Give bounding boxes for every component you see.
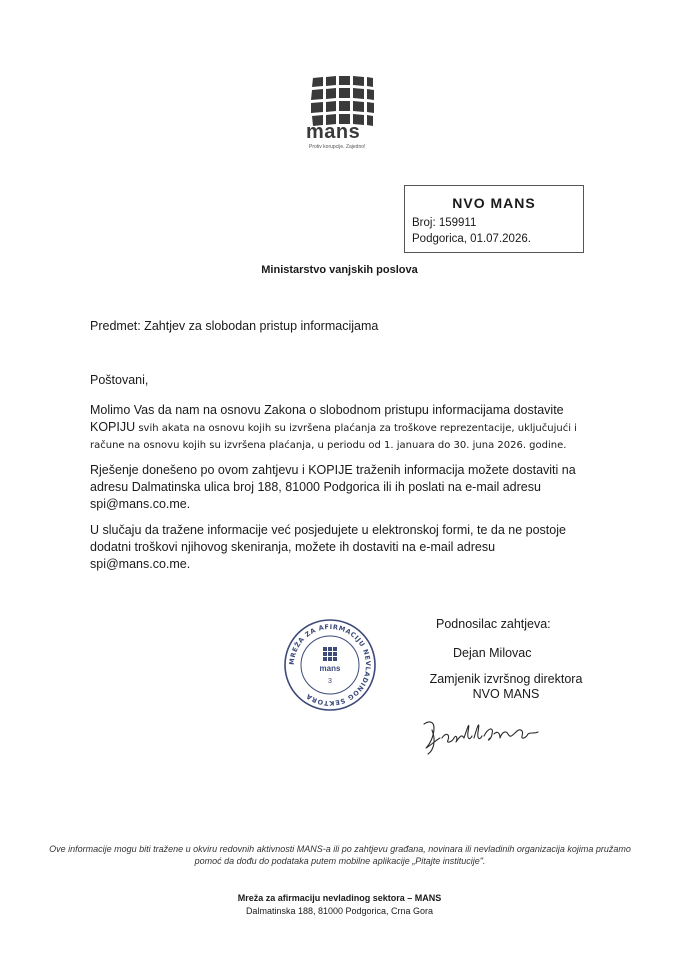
logo-tagline: Protiv korupcije. Zajedno! xyxy=(309,144,366,150)
paragraph-request xyxy=(90,402,580,454)
signature-label: Podnosilac zahtjeva: xyxy=(436,617,551,631)
paragraph-request-line3: račune na osnovu kojih su izvršena plaćanja, u periodu od 1. januara do 30. juna 2026. godine. xyxy=(90,440,567,451)
stamp-center-text: mans xyxy=(319,664,341,673)
signatory-role-line2: NVO MANS xyxy=(472,687,540,701)
kopiju-word: KOPIJU xyxy=(90,420,136,434)
subject-line: Predmet: Zahtjev za slobodan pristup informacijama xyxy=(90,319,379,333)
paragraph-request-line2 xyxy=(90,419,580,437)
signatory-role xyxy=(426,672,586,702)
reference-box xyxy=(404,185,584,253)
reference-date: Podgorica, 01.07.2026. xyxy=(412,233,531,245)
paragraph-electronic: U slučaju da tražene informacije već posjedujete u elektronskoj formi, te da ne postoje dodatni troškovi njihovog skeniranja, možete ih dostaviti na e-mail adresu spi@mans.co.me. xyxy=(90,523,566,571)
official-stamp-icon xyxy=(282,617,378,713)
paragraph-request-line1: Molimo Vas da nam na osnovu Zakona o slobodnom pristupu informacijama dostavite xyxy=(90,403,564,417)
paragraph-request-line2-rest: svih akata na osnovu kojih su izvršena plaćanja za troškove reprezentacije, uključujući i xyxy=(135,423,577,434)
signatory-name: Dejan Milovac xyxy=(453,646,532,660)
stamp-number: 3 xyxy=(328,678,332,685)
signatory-role-line1: Zamjenik izvršnog direktora xyxy=(429,672,583,686)
logo-wordmark: mans xyxy=(306,121,361,143)
recipient: Ministarstvo vanjskih poslova xyxy=(261,264,418,276)
reference-number: Broj: 159911 xyxy=(412,217,477,229)
stamp-ring-text: MREŽA ZA AFIRMACIJU NEVLADINOG SEKTORA xyxy=(287,622,373,708)
footer-organization: Mreža za afirmaciju nevladinog sektora – MANS xyxy=(237,893,442,903)
footer-notice: Ove informacije mogu biti tražene u okviru redovnih aktivnosti MANS-a ili po zahtjevu građana, novinara ili nevladinih organizacija kojima pružamo pomoć da dođu do podataka putem mobilne aplikacije „Pitajte institucije". xyxy=(49,844,631,866)
reference-org: NVO MANS xyxy=(452,195,536,211)
footer-address: Dalmatinska 188, 81000 Podgorica, Crna Gora xyxy=(245,906,434,916)
handwritten-signature-icon xyxy=(420,710,545,760)
paragraph-delivery: Rješenje donešeno po ovom zahtjevu i KOPIJE traženih informacija možete dostaviti na adresu Dalmatinska ulica broj 188, 81000 Podgorica ili ih poslati na e-mail adresu spi@mans.co.me. xyxy=(90,463,576,511)
greeting: Poštovani, xyxy=(90,373,149,387)
